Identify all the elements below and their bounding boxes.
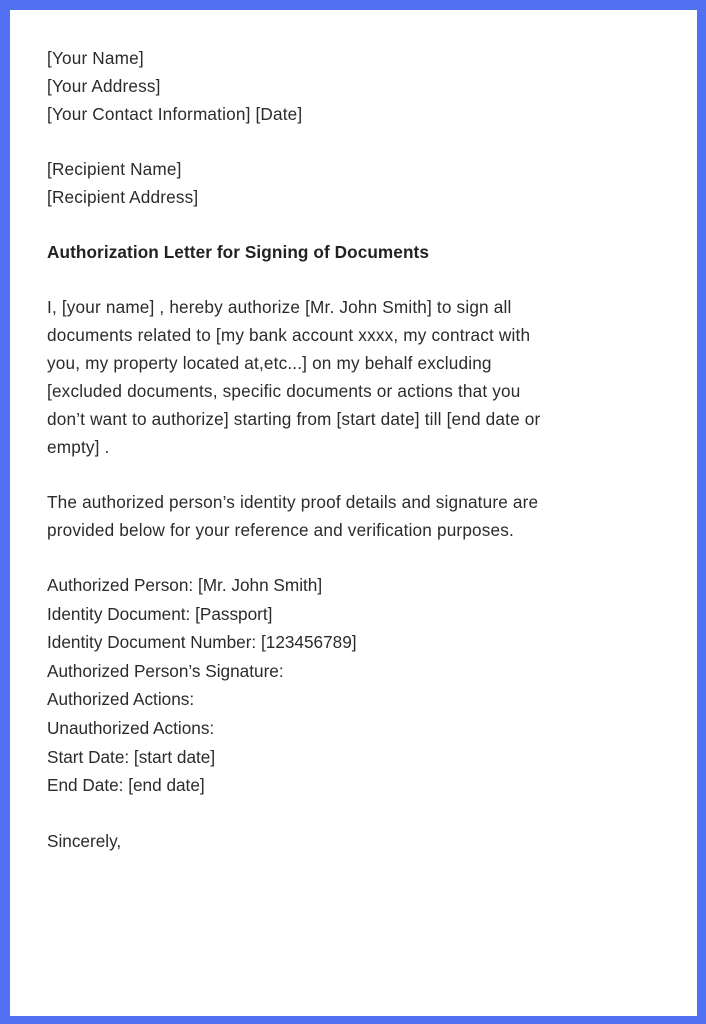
detail-row-end-date: End Date: [end date] <box>47 775 205 796</box>
detail-row-authorized-person: Authorized Person: [Mr. John Smith] <box>47 575 323 595</box>
paragraph-line: you, my property located at,etc...] on my behalf excluding <box>47 353 492 373</box>
recipient-address-block <box>47 155 669 211</box>
paragraph-line: [excluded documents, specific documents or actions that you <box>47 381 521 401</box>
authorized-person-details-block <box>47 571 669 800</box>
page-title: Authorization Letter for Signing of Documents <box>47 242 429 262</box>
letter-title-block <box>47 238 669 266</box>
detail-row-unauthorized-actions: Unauthorized Actions: <box>47 717 215 738</box>
closing-salutation: Sincerely, <box>47 830 122 851</box>
authorization-paragraph <box>47 293 669 461</box>
sender-contact-and-date-line: [Your Contact Information] [Date] <box>47 104 303 124</box>
identity-proof-paragraph <box>47 488 669 544</box>
detail-row-identity-document: Identity Document: [Passport] <box>47 603 273 624</box>
closing-block <box>47 827 669 855</box>
paragraph-line: don’t want to authorize] starting from [start date] till [end date or <box>47 409 541 429</box>
detail-row-authorized-actions: Authorized Actions: <box>47 689 195 710</box>
sender-address-block <box>47 44 669 128</box>
paragraph-line: The authorized person’s identity proof details and signature are <box>47 492 539 512</box>
recipient-address-line: [Recipient Address] <box>47 187 199 207</box>
paragraph-line: provided below for your reference and verification purposes. <box>47 520 514 540</box>
paragraph-line: empty] . <box>47 437 110 457</box>
detail-row-signature: Authorized Person’s Signature: <box>47 660 284 681</box>
document-page <box>10 10 697 1016</box>
detail-row-start-date: Start Date: [start date] <box>47 746 216 767</box>
detail-row-identity-document-number: Identity Document Number: [123456789] <box>47 632 357 653</box>
sender-name-line: [Your Name] <box>47 48 144 68</box>
recipient-name-line: [Recipient Name] <box>47 159 182 179</box>
paragraph-line: I, [your name] , hereby authorize [Mr. John Smith] to sign all <box>47 297 512 317</box>
sender-address-line: [Your Address] <box>47 76 161 96</box>
paragraph-line: documents related to [my bank account xxxx, my contract with <box>47 325 531 345</box>
